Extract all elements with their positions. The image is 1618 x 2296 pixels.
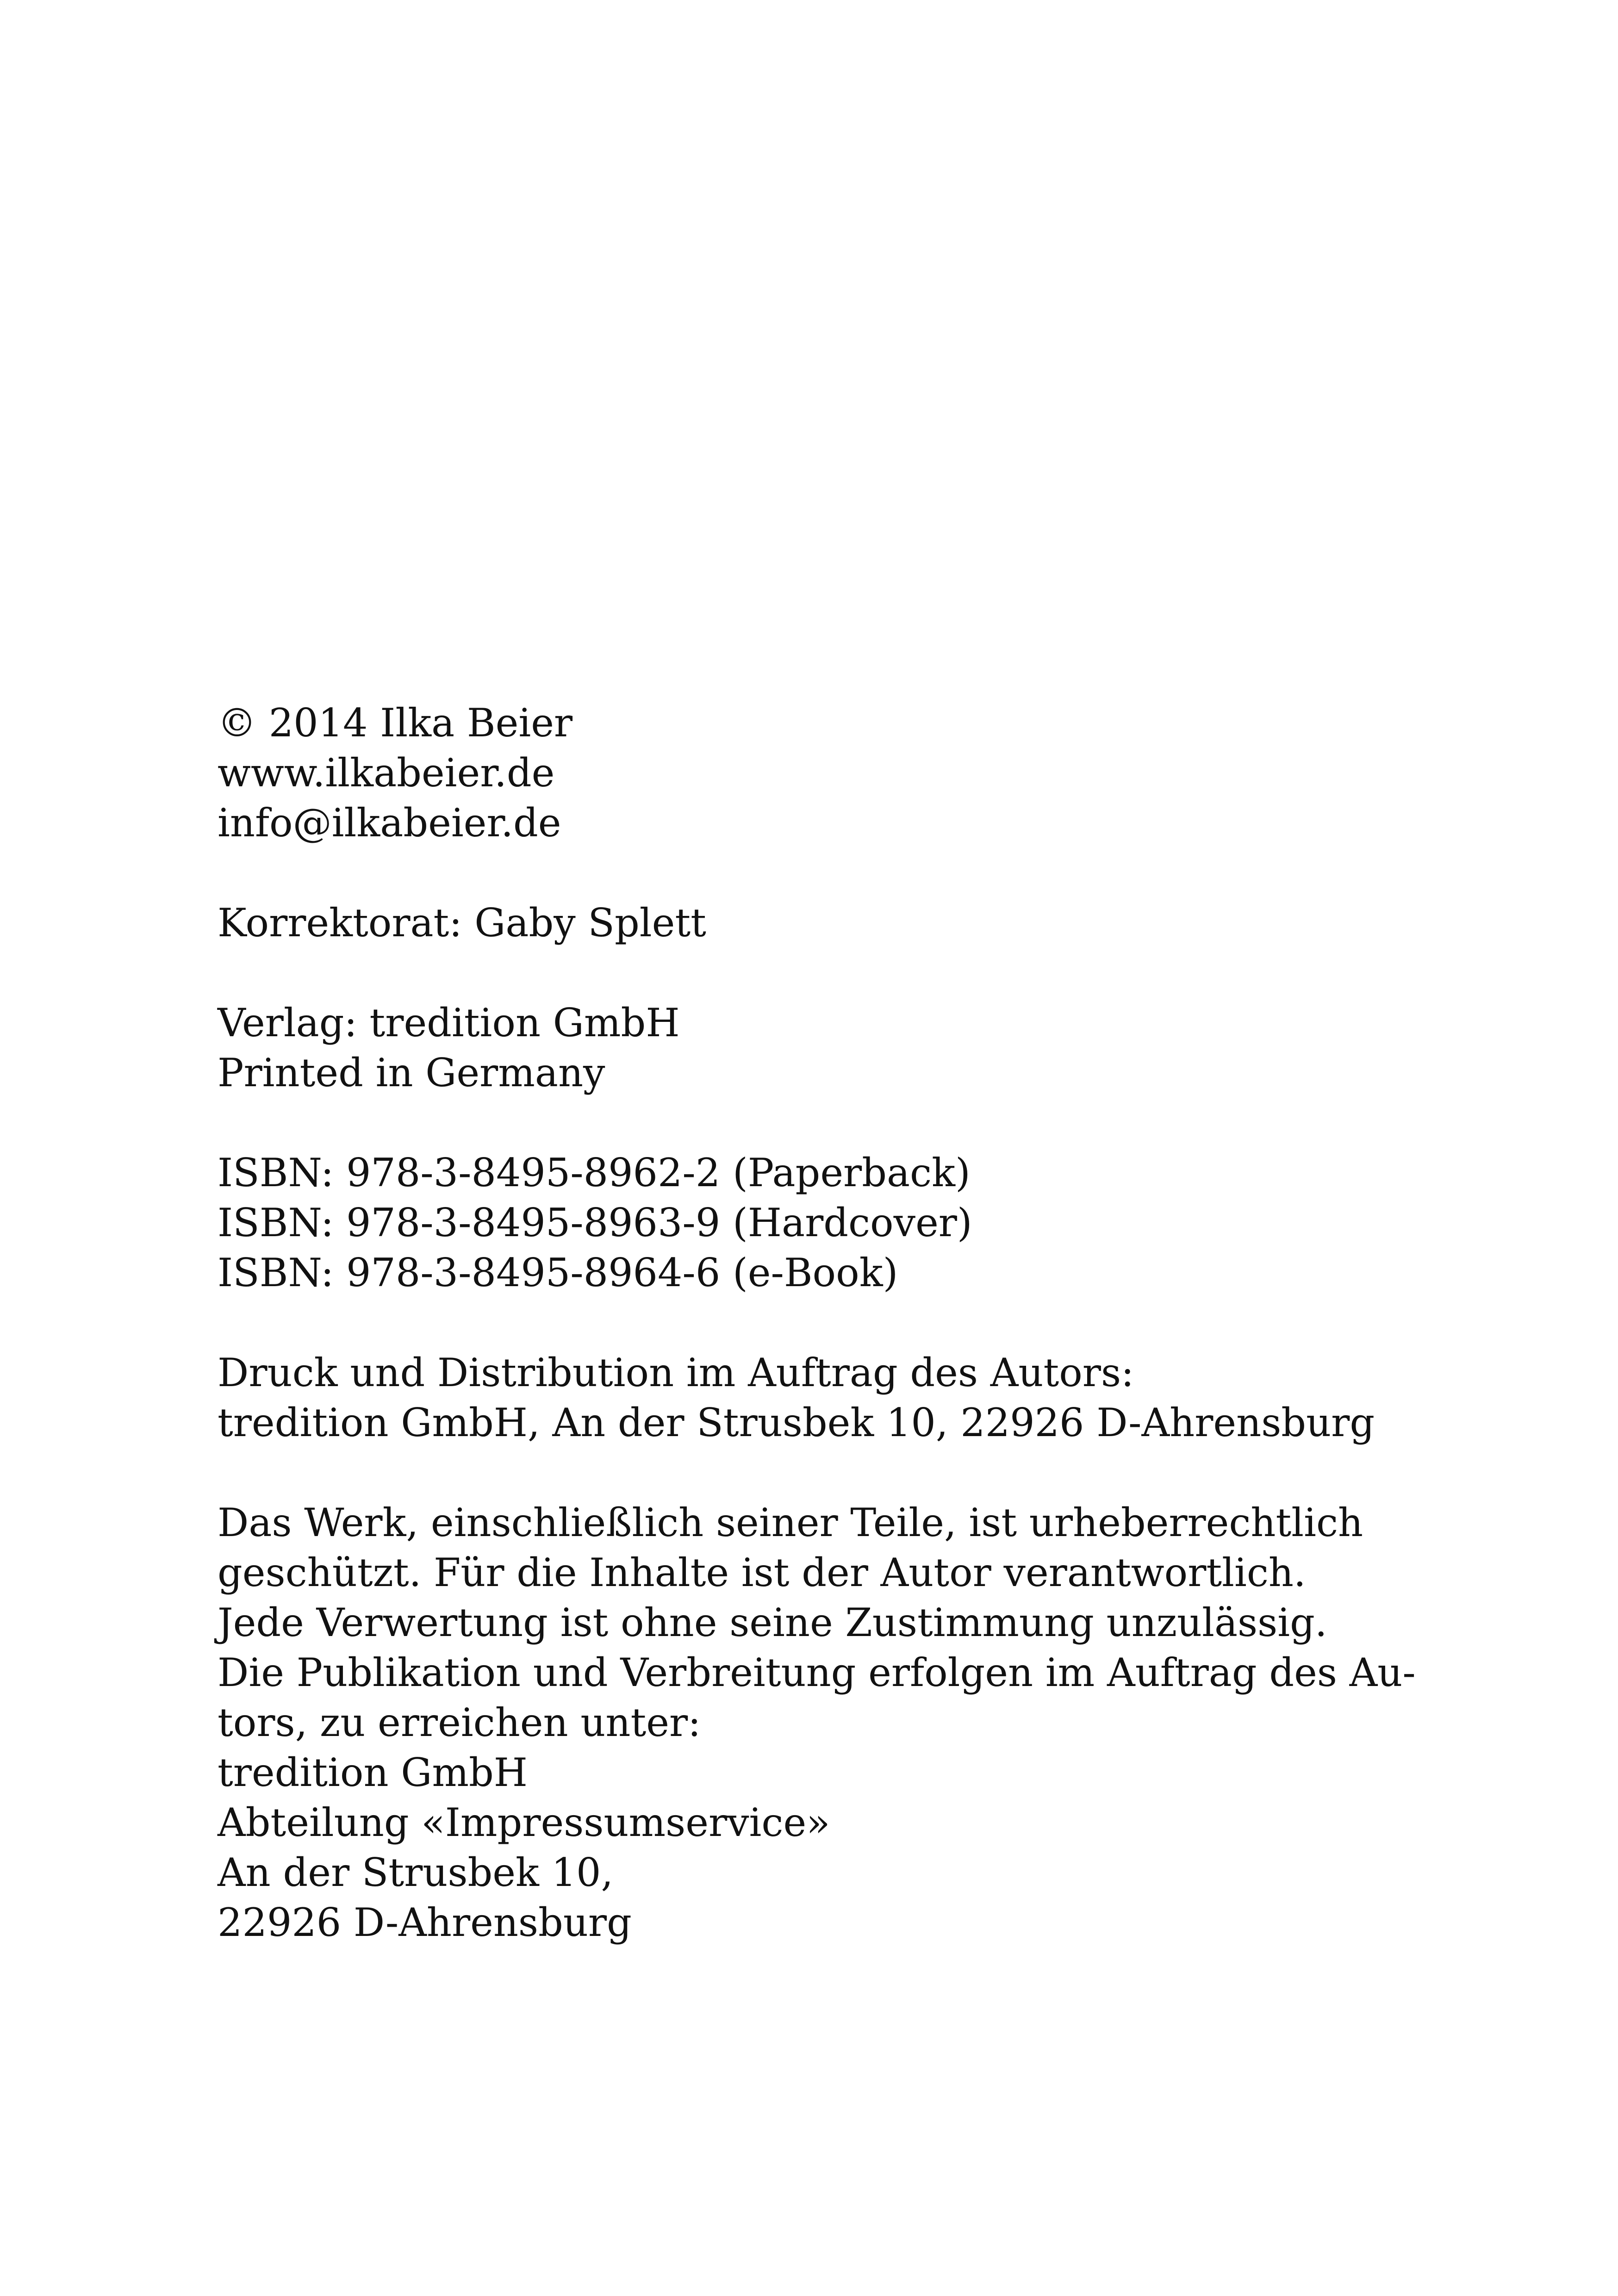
distribution-line-1: Druck und Distribution im Auftrag des Autors: <box>218 1350 1134 1395</box>
spacer <box>218 1098 1421 1148</box>
spacer <box>218 948 1421 998</box>
spacer <box>218 1298 1421 1348</box>
distribution-line-2: tredition GmbH, An der Strusbek 10, 22926 D-Ahrensburg <box>218 1400 1375 1445</box>
isbn-paperback: ISBN: 978-3-8495-8962-2 (Paperback) <box>218 1150 971 1195</box>
proofreading-line: Korrektorat: Gaby Splett <box>218 900 706 946</box>
website-link[interactable]: www.ilkabeier.de <box>218 750 555 796</box>
legal-line: Jede Verwertung ist ohne seine Zustimmung unzulässig. <box>218 1600 1327 1645</box>
legal-line: An der Strusbek 10, <box>218 1850 614 1895</box>
legal-line: Die Publikation und Verbreitung erfolgen im Auftrag des Au- <box>218 1650 1416 1695</box>
legal-line: 22926 D-Ahrensburg <box>218 1900 632 1945</box>
legal-line: tredition GmbH <box>218 1750 528 1795</box>
copyright-line: © 2014 Ilka Beier <box>218 700 573 746</box>
spacer <box>218 1448 1421 1498</box>
imprint-block <box>218 698 1421 1948</box>
legal-line: Abteilung «Impressumservice» <box>218 1800 830 1845</box>
printed-in-line: Printed in Germany <box>218 1050 605 1095</box>
legal-line: tors, zu erreichen unter: <box>218 1700 701 1745</box>
publisher-line: Verlag: tredition GmbH <box>218 1000 680 1045</box>
legal-line: geschützt. Für die Inhalte ist der Autor verantwortlich. <box>218 1550 1306 1595</box>
legal-line: Das Werk, einschließlich seiner Teile, ist urheberrechtlich <box>218 1500 1363 1545</box>
isbn-ebook: ISBN: 978-3-8495-8964-6 (e-Book) <box>218 1250 898 1295</box>
isbn-hardcover: ISBN: 978-3-8495-8963-9 (Hardcover) <box>218 1200 972 1245</box>
spacer <box>218 848 1421 898</box>
email-link[interactable]: info@ilkabeier.de <box>218 800 561 846</box>
